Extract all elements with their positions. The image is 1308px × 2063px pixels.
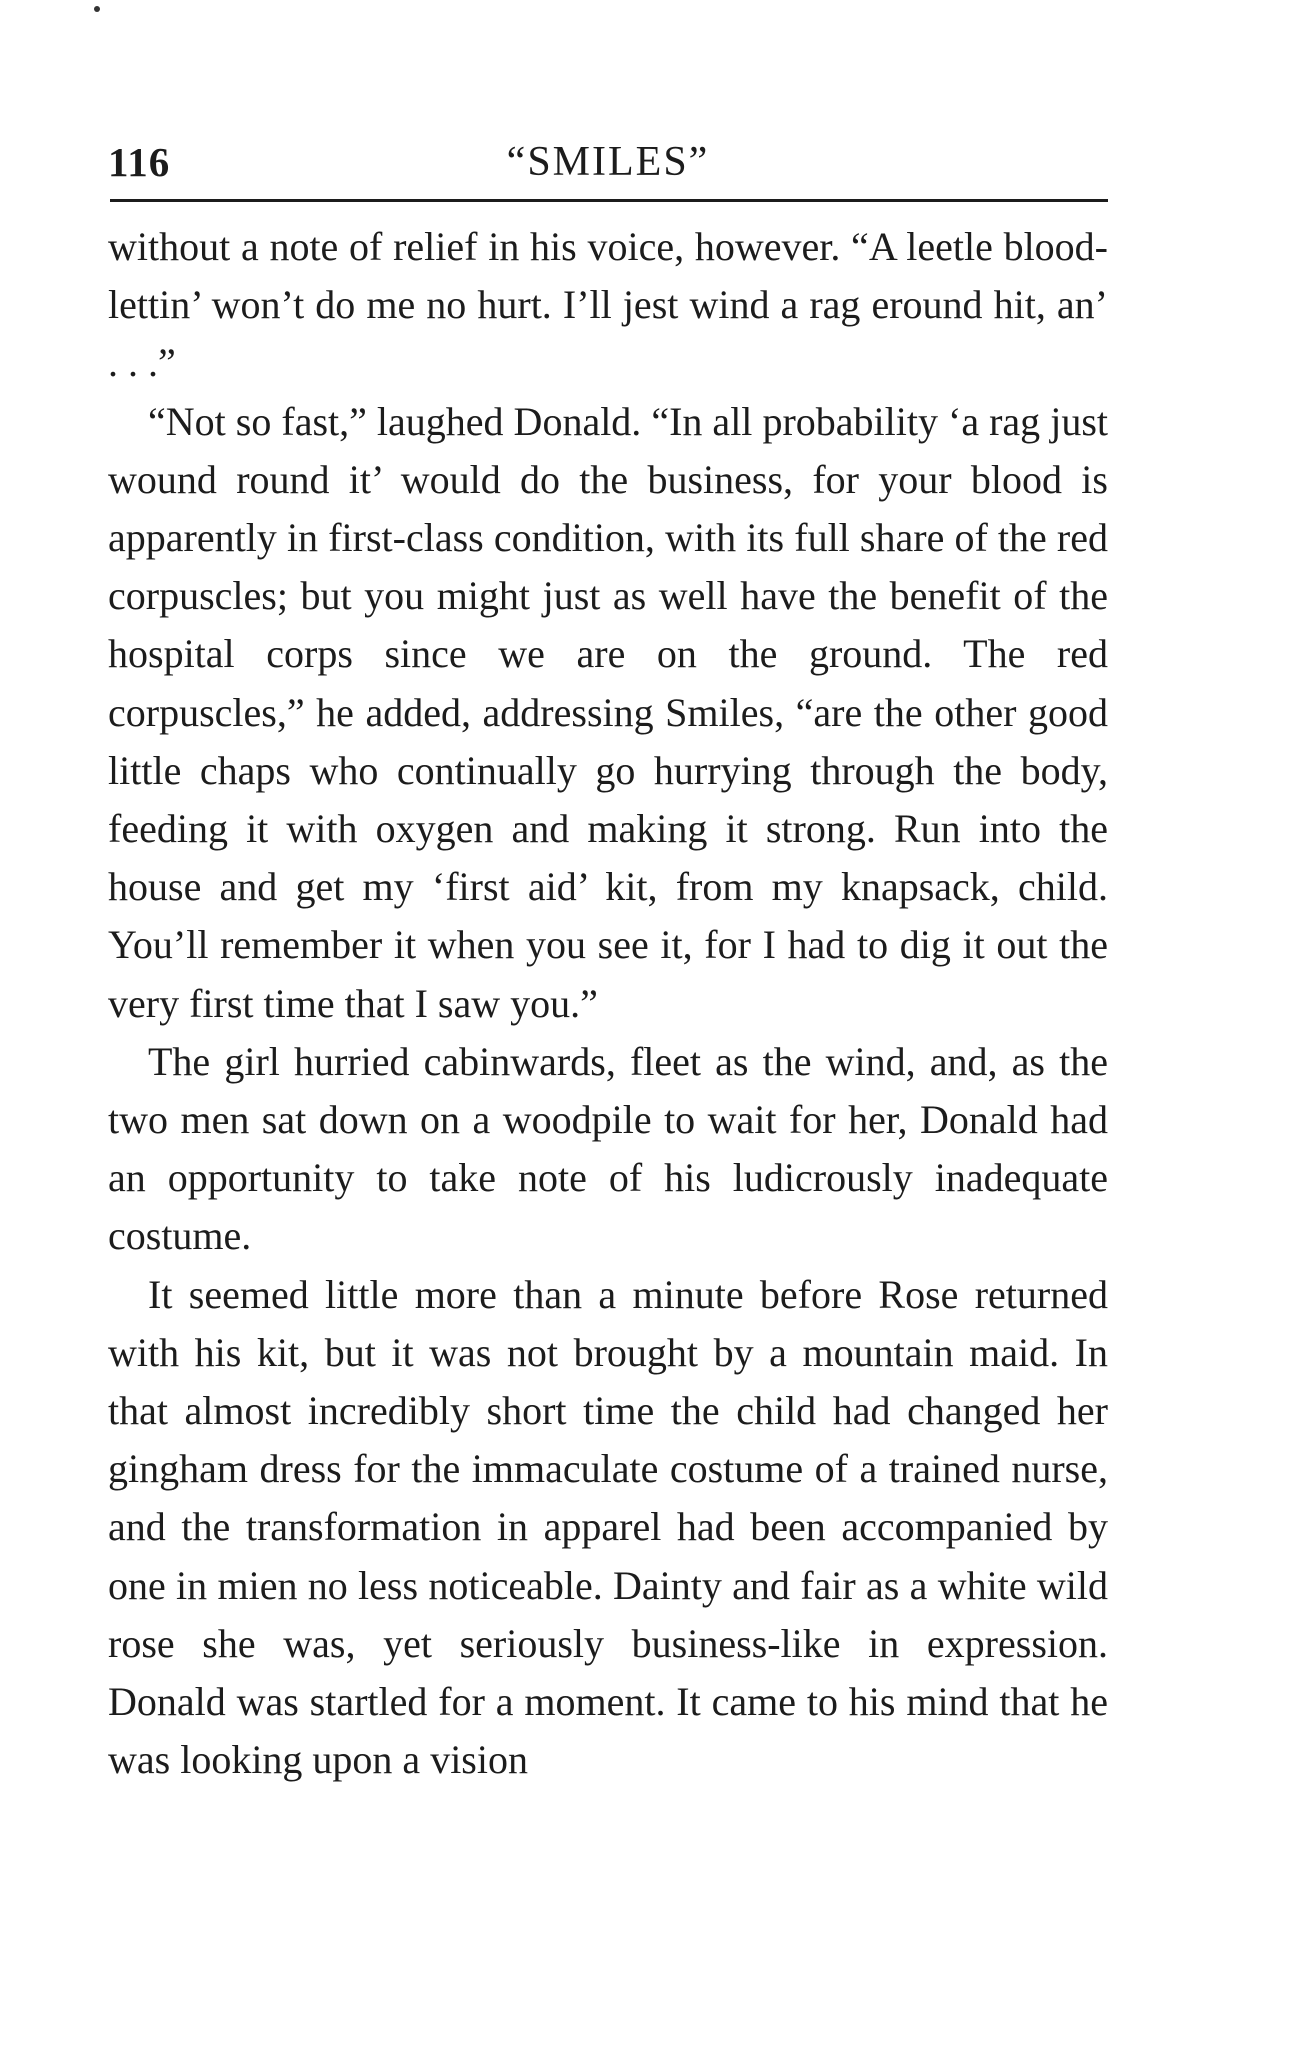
paragraph: “Not so fast,” laughed Donald. “In all probability ‘a rag just wound round it’ would do the business, for your blood is apparently in first-class condition, with its full share of the red corpuscles; but you might just as well have the benefit of the hospital corps since we are on the ground. The red corpuscles,” he added, addressing Smiles, “are the other good little chaps who continually go hurrying through the body, feeding it with oxygen and making it strong. Run into the house and get my ‘first aid’ kit, from my knapsack, child. You’ll remember it when you see it, for I had to dig it out the very first time that I saw you.” <box>108 398 1108 1026</box>
page-number: 116 <box>108 139 171 185</box>
body-text <box>108 218 1108 1789</box>
header-rule <box>110 199 1108 202</box>
ink-speck <box>94 6 100 12</box>
paragraph-continued: without a note of relief in his voice, however. “A leetle blood-lettin’ won’t do me no hurt. I’ll jest wind a rag eround hit, an’ . . .” <box>108 224 1108 386</box>
paragraph: It seemed little more than a minute before Rose returned with his kit, but it was not brought by a mountain maid. In that almost incredibly short time the child had changed her gingham dress for the immaculate costume of a trained nurse, and the transformation in apparel had been accompanied by one in mien no less noticeable. Dainty and fair as a white wild rose she was, yet seriously business-like in expression. Donald was startled for a moment. It came to his mind that he was looking upon a vision <box>108 1271 1108 1783</box>
paragraph: The girl hurried cabinwards, fleet as the wind, and, as the two men sat down on a woodpile to wait for her, Donald had an opportunity to take note of his ludicrously inadequate costume. <box>108 1038 1108 1259</box>
page-header <box>108 132 1108 192</box>
running-title: “SMILES” <box>506 139 710 185</box>
